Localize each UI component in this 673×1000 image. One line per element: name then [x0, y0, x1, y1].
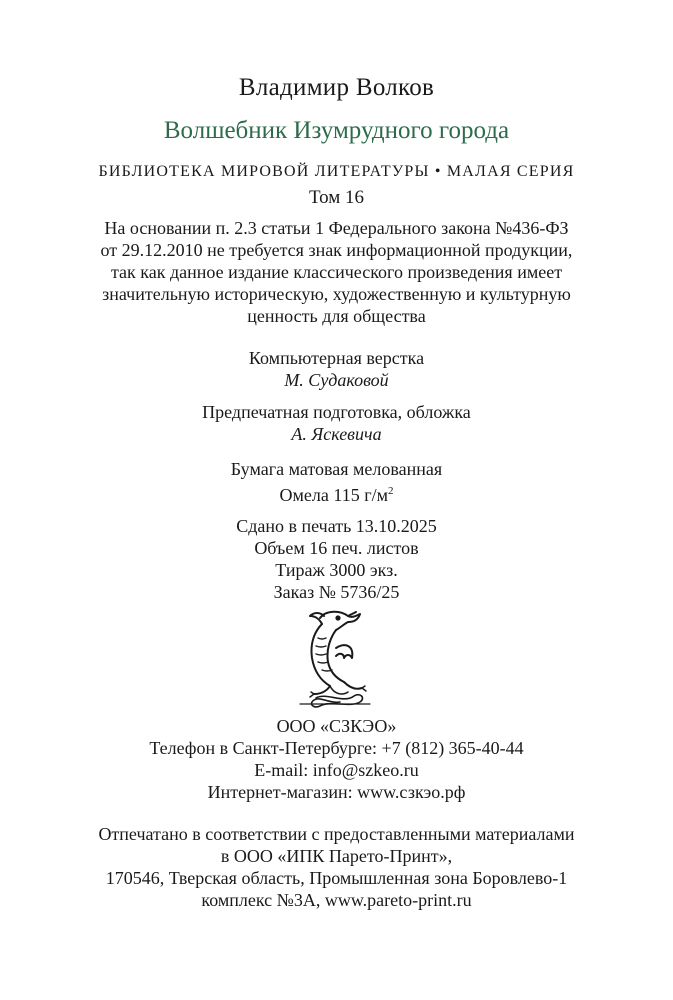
paper-info — [0, 458, 673, 506]
printer-line: 170546, Тверская область, Промышленная зона Боровлево-1 — [105, 868, 568, 888]
layout-credit — [0, 347, 673, 391]
legal-notice-line: так как данное издание классического произведения имеет — [110, 262, 563, 282]
book-author: Владимир Волков — [238, 74, 435, 101]
legal-notice-line: значительную историческую, художественную и культурную — [102, 284, 571, 304]
series-name: БИБЛИОТЕКА МИРОВОЙ ЛИТЕРАТУРЫ • МАЛАЯ СЕРИЯ — [98, 163, 575, 180]
legal-notice-line: от 29.12.2010 не требуется знак информационной продукции, — [100, 240, 573, 260]
printer-line: в ООО «ИПК Парето-Принт», — [220, 846, 453, 866]
publisher-info — [0, 715, 673, 803]
book-title: Волшебник Изумрудного города — [163, 117, 510, 144]
print-order: Заказ № 5736/25 — [273, 582, 400, 602]
publisher-shop: Интернет-магазин: www.сзкэо.рф — [207, 782, 466, 802]
print-signed-date: Сдано в печать 13.10.2025 — [236, 516, 437, 536]
publisher-email: E-mail: info@szkeo.ru — [254, 760, 419, 780]
volume-number: Том 16 — [308, 187, 365, 208]
prepress-credit-person: А. Яскевича — [291, 424, 382, 444]
prepress-credit — [0, 401, 673, 445]
publisher-name: ООО «СЗКЭО» — [276, 716, 397, 736]
publisher-phone: Телефон в Санкт-Петербурге: +7 (812) 365-40-44 — [149, 738, 524, 758]
prepress-credit-label: Предпечатная подготовка, обложка — [202, 402, 471, 422]
paper-spec-superscript: 2 — [387, 485, 394, 497]
printer-info — [0, 823, 673, 911]
paper-spec — [0, 480, 673, 506]
print-volume: Объем 16 печ. листов — [254, 538, 419, 558]
legal-notice-line: ценность для общества — [247, 306, 426, 326]
paper-type: Бумага матовая мелованная — [230, 459, 443, 479]
layout-credit-person: М. Судаковой — [284, 370, 389, 390]
print-info — [0, 515, 673, 603]
dragon-emblem-icon — [290, 608, 380, 710]
layout-credit-label: Компьютерная верстка — [248, 348, 425, 368]
legal-notice — [0, 217, 673, 327]
printer-line: комплекс №3А, www.pareto-print.ru — [201, 890, 472, 910]
paper-spec-text: Омела 115 г/м — [279, 485, 388, 505]
print-run: Тираж 3000 экз. — [275, 560, 398, 580]
printer-line: Отпечатано в соответствии с предоставленными материалами — [98, 824, 575, 844]
legal-notice-line: На основании п. 2.3 статьи 1 Федерального закона №436-ФЗ — [104, 218, 569, 238]
